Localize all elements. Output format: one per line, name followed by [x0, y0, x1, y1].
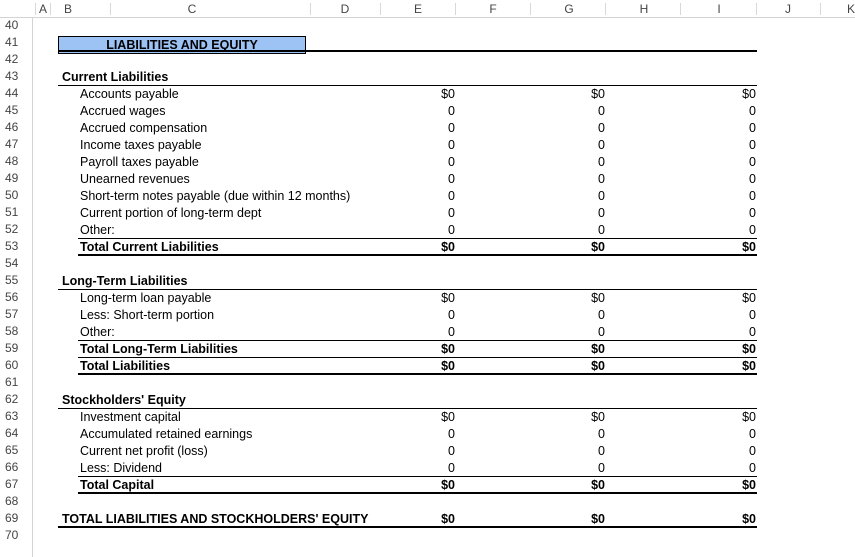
- column-header-k[interactable]: K: [846, 2, 855, 16]
- value-cell[interactable]: 0: [598, 223, 605, 237]
- value-cell[interactable]: 0: [598, 206, 605, 220]
- value-cell[interactable]: $0: [742, 478, 756, 492]
- section-title: LIABILITIES AND EQUITY: [106, 38, 258, 52]
- value-cell[interactable]: 0: [749, 206, 756, 220]
- value-cell[interactable]: 0: [749, 189, 756, 203]
- line-item-label[interactable]: Other:: [80, 223, 115, 237]
- value-cell[interactable]: 0: [749, 444, 756, 458]
- row-header-53[interactable]: 53: [5, 239, 19, 253]
- total-label[interactable]: Total Long-Term Liabilities: [80, 342, 238, 356]
- value-cell[interactable]: $0: [591, 359, 605, 373]
- row-header-64[interactable]: 64: [5, 426, 19, 440]
- value-cell[interactable]: $0: [441, 291, 455, 305]
- value-cell[interactable]: $0: [591, 512, 605, 526]
- grand-total-label[interactable]: TOTAL LIABILITIES AND STOCKHOLDERS' EQUITY: [62, 512, 369, 526]
- value-cell[interactable]: $0: [742, 291, 756, 305]
- row-header-44[interactable]: 44: [5, 86, 19, 100]
- line-item-label[interactable]: Accrued wages: [80, 104, 166, 118]
- line-item-label[interactable]: Investment capital: [80, 410, 181, 424]
- value-cell[interactable]: 0: [448, 461, 455, 475]
- row-header-41[interactable]: 41: [5, 35, 19, 49]
- value-cell[interactable]: 0: [598, 461, 605, 475]
- line-item-label[interactable]: Less: Short-term portion: [80, 308, 215, 322]
- column-header-j[interactable]: J: [785, 2, 791, 16]
- column-header-c[interactable]: C: [187, 2, 197, 16]
- value-cell[interactable]: 0: [749, 461, 756, 475]
- value-cell[interactable]: 0: [448, 325, 455, 339]
- column-separator[interactable]: [380, 3, 381, 15]
- row-header-45[interactable]: 45: [5, 103, 19, 117]
- row-header-59[interactable]: 59: [5, 341, 19, 355]
- value-cell[interactable]: $0: [591, 478, 605, 492]
- column-separator[interactable]: [310, 3, 311, 15]
- value-cell[interactable]: $0: [441, 240, 455, 254]
- line-item-label[interactable]: Accounts payable: [80, 87, 179, 101]
- row-header-46[interactable]: 46: [5, 120, 19, 134]
- value-cell[interactable]: 0: [749, 223, 756, 237]
- line-item-label[interactable]: Income taxes payable: [80, 138, 202, 152]
- value-cell[interactable]: $0: [591, 240, 605, 254]
- column-header-i[interactable]: I: [717, 2, 721, 16]
- value-cell[interactable]: $0: [742, 240, 756, 254]
- value-cell[interactable]: 0: [598, 138, 605, 152]
- row-header-70[interactable]: 70: [5, 528, 19, 542]
- row-header-48[interactable]: 48: [5, 154, 19, 168]
- value-cell[interactable]: $0: [591, 410, 605, 424]
- column-separator[interactable]: [605, 3, 606, 15]
- column-separator[interactable]: [756, 3, 757, 15]
- row-header-66[interactable]: 66: [5, 460, 19, 474]
- line-item-label[interactable]: Payroll taxes payable: [80, 155, 199, 169]
- value-cell[interactable]: $0: [742, 342, 756, 356]
- value-cell[interactable]: 0: [448, 172, 455, 186]
- total-underline: [78, 254, 757, 256]
- line-item-label[interactable]: Other:: [80, 325, 115, 339]
- value-cell[interactable]: 0: [598, 172, 605, 186]
- total-underline: [78, 492, 757, 494]
- value-cell[interactable]: 0: [598, 104, 605, 118]
- row-header-43[interactable]: 43: [5, 69, 19, 83]
- column-separator[interactable]: [680, 3, 681, 15]
- value-cell[interactable]: $0: [591, 342, 605, 356]
- value-cell[interactable]: $0: [742, 512, 756, 526]
- value-cell[interactable]: 0: [749, 121, 756, 135]
- line-item-label[interactable]: Current net profit (loss): [80, 444, 208, 458]
- column-header-bar: [0, 0, 855, 18]
- value-cell[interactable]: $0: [441, 359, 455, 373]
- value-cell[interactable]: 0: [448, 155, 455, 169]
- row-header-55[interactable]: 55: [5, 273, 19, 287]
- total-underline: [78, 373, 757, 375]
- column-header-b[interactable]: B: [63, 2, 73, 16]
- line-item-label[interactable]: Accumulated retained earnings: [80, 427, 253, 441]
- total-label[interactable]: Total Current Liabilities: [80, 240, 219, 254]
- title-underline: [58, 50, 757, 52]
- value-cell[interactable]: $0: [441, 87, 455, 101]
- row-header-51[interactable]: 51: [5, 205, 19, 219]
- row-header-47[interactable]: 47: [5, 137, 19, 151]
- row-header-52[interactable]: 52: [5, 222, 19, 236]
- row-header-62[interactable]: 62: [5, 392, 19, 406]
- total-liabilities-label[interactable]: Total Liabilities: [80, 359, 171, 373]
- value-cell[interactable]: 0: [598, 189, 605, 203]
- value-cell[interactable]: 0: [448, 308, 455, 322]
- value-cell[interactable]: 0: [749, 104, 756, 118]
- line-item-label[interactable]: Current portion of long-term dept: [80, 206, 262, 220]
- value-cell[interactable]: 0: [598, 325, 605, 339]
- row-header-divider: [32, 17, 33, 557]
- column-header-d[interactable]: D: [340, 2, 350, 16]
- column-header-e[interactable]: E: [413, 2, 423, 16]
- value-cell[interactable]: 0: [749, 427, 756, 441]
- row-header-68[interactable]: 68: [5, 494, 19, 508]
- value-cell[interactable]: 0: [749, 172, 756, 186]
- row-header-40[interactable]: 40: [5, 18, 19, 32]
- value-cell[interactable]: 0: [749, 325, 756, 339]
- value-cell[interactable]: $0: [742, 359, 756, 373]
- column-separator[interactable]: [455, 3, 456, 15]
- row-header-42[interactable]: 42: [5, 52, 19, 66]
- line-item-label[interactable]: Less: Dividend: [80, 461, 162, 475]
- row-header-57[interactable]: 57: [5, 307, 19, 321]
- column-separator[interactable]: [820, 3, 821, 15]
- value-cell[interactable]: $0: [591, 87, 605, 101]
- row-header-58[interactable]: 58: [5, 324, 19, 338]
- value-cell[interactable]: $0: [742, 410, 756, 424]
- value-cell[interactable]: 0: [598, 121, 605, 135]
- row-header-60[interactable]: 60: [5, 358, 19, 372]
- row-header-63[interactable]: 63: [5, 409, 19, 423]
- row-header-54[interactable]: 54: [5, 256, 19, 270]
- value-cell[interactable]: 0: [598, 308, 605, 322]
- column-separator[interactable]: [530, 3, 531, 15]
- row-header-65[interactable]: 65: [5, 443, 19, 457]
- value-cell[interactable]: $0: [441, 478, 455, 492]
- column-separator[interactable]: [50, 3, 51, 15]
- value-cell[interactable]: 0: [448, 206, 455, 220]
- column-header-a[interactable]: A: [38, 2, 48, 16]
- value-cell[interactable]: $0: [441, 512, 455, 526]
- value-cell[interactable]: 0: [749, 155, 756, 169]
- value-cell[interactable]: $0: [591, 291, 605, 305]
- value-cell[interactable]: 0: [448, 104, 455, 118]
- section-heading-equity[interactable]: Stockholders' Equity: [62, 393, 186, 407]
- value-cell[interactable]: 0: [448, 121, 455, 135]
- column-separator[interactable]: [35, 3, 36, 15]
- row-header-61[interactable]: 61: [5, 375, 19, 389]
- value-cell[interactable]: $0: [441, 342, 455, 356]
- row-header-56[interactable]: 56: [5, 290, 19, 304]
- value-cell[interactable]: 0: [448, 138, 455, 152]
- column-header-h[interactable]: H: [639, 2, 649, 16]
- line-item-label[interactable]: Short-term notes payable (due within 12 months): [80, 189, 351, 203]
- line-item-label[interactable]: Unearned revenues: [80, 172, 190, 186]
- value-cell[interactable]: $0: [742, 87, 756, 101]
- section-heading-longterm[interactable]: Long-Term Liabilities: [62, 274, 188, 288]
- value-cell[interactable]: 0: [598, 155, 605, 169]
- value-cell[interactable]: 0: [598, 444, 605, 458]
- value-cell[interactable]: 0: [448, 444, 455, 458]
- grand-total-underline: [58, 526, 757, 528]
- line-item-label[interactable]: Accrued compensation: [80, 121, 208, 135]
- column-separator[interactable]: [110, 3, 111, 15]
- value-cell[interactable]: 0: [448, 427, 455, 441]
- row-header-69[interactable]: 69: [5, 511, 19, 525]
- section-heading-current[interactable]: Current Liabilities: [62, 70, 169, 84]
- column-header-f[interactable]: F: [489, 2, 497, 16]
- line-item-label[interactable]: Long-term loan payable: [80, 291, 212, 305]
- value-cell[interactable]: 0: [749, 308, 756, 322]
- row-header-49[interactable]: 49: [5, 171, 19, 185]
- value-cell[interactable]: 0: [598, 427, 605, 441]
- column-header-g[interactable]: G: [564, 2, 574, 16]
- row-header-50[interactable]: 50: [5, 188, 19, 202]
- total-label[interactable]: Total Capital: [80, 478, 155, 492]
- value-cell[interactable]: 0: [448, 189, 455, 203]
- value-cell[interactable]: 0: [749, 138, 756, 152]
- row-header-67[interactable]: 67: [5, 477, 19, 491]
- value-cell[interactable]: 0: [448, 223, 455, 237]
- value-cell[interactable]: $0: [441, 410, 455, 424]
